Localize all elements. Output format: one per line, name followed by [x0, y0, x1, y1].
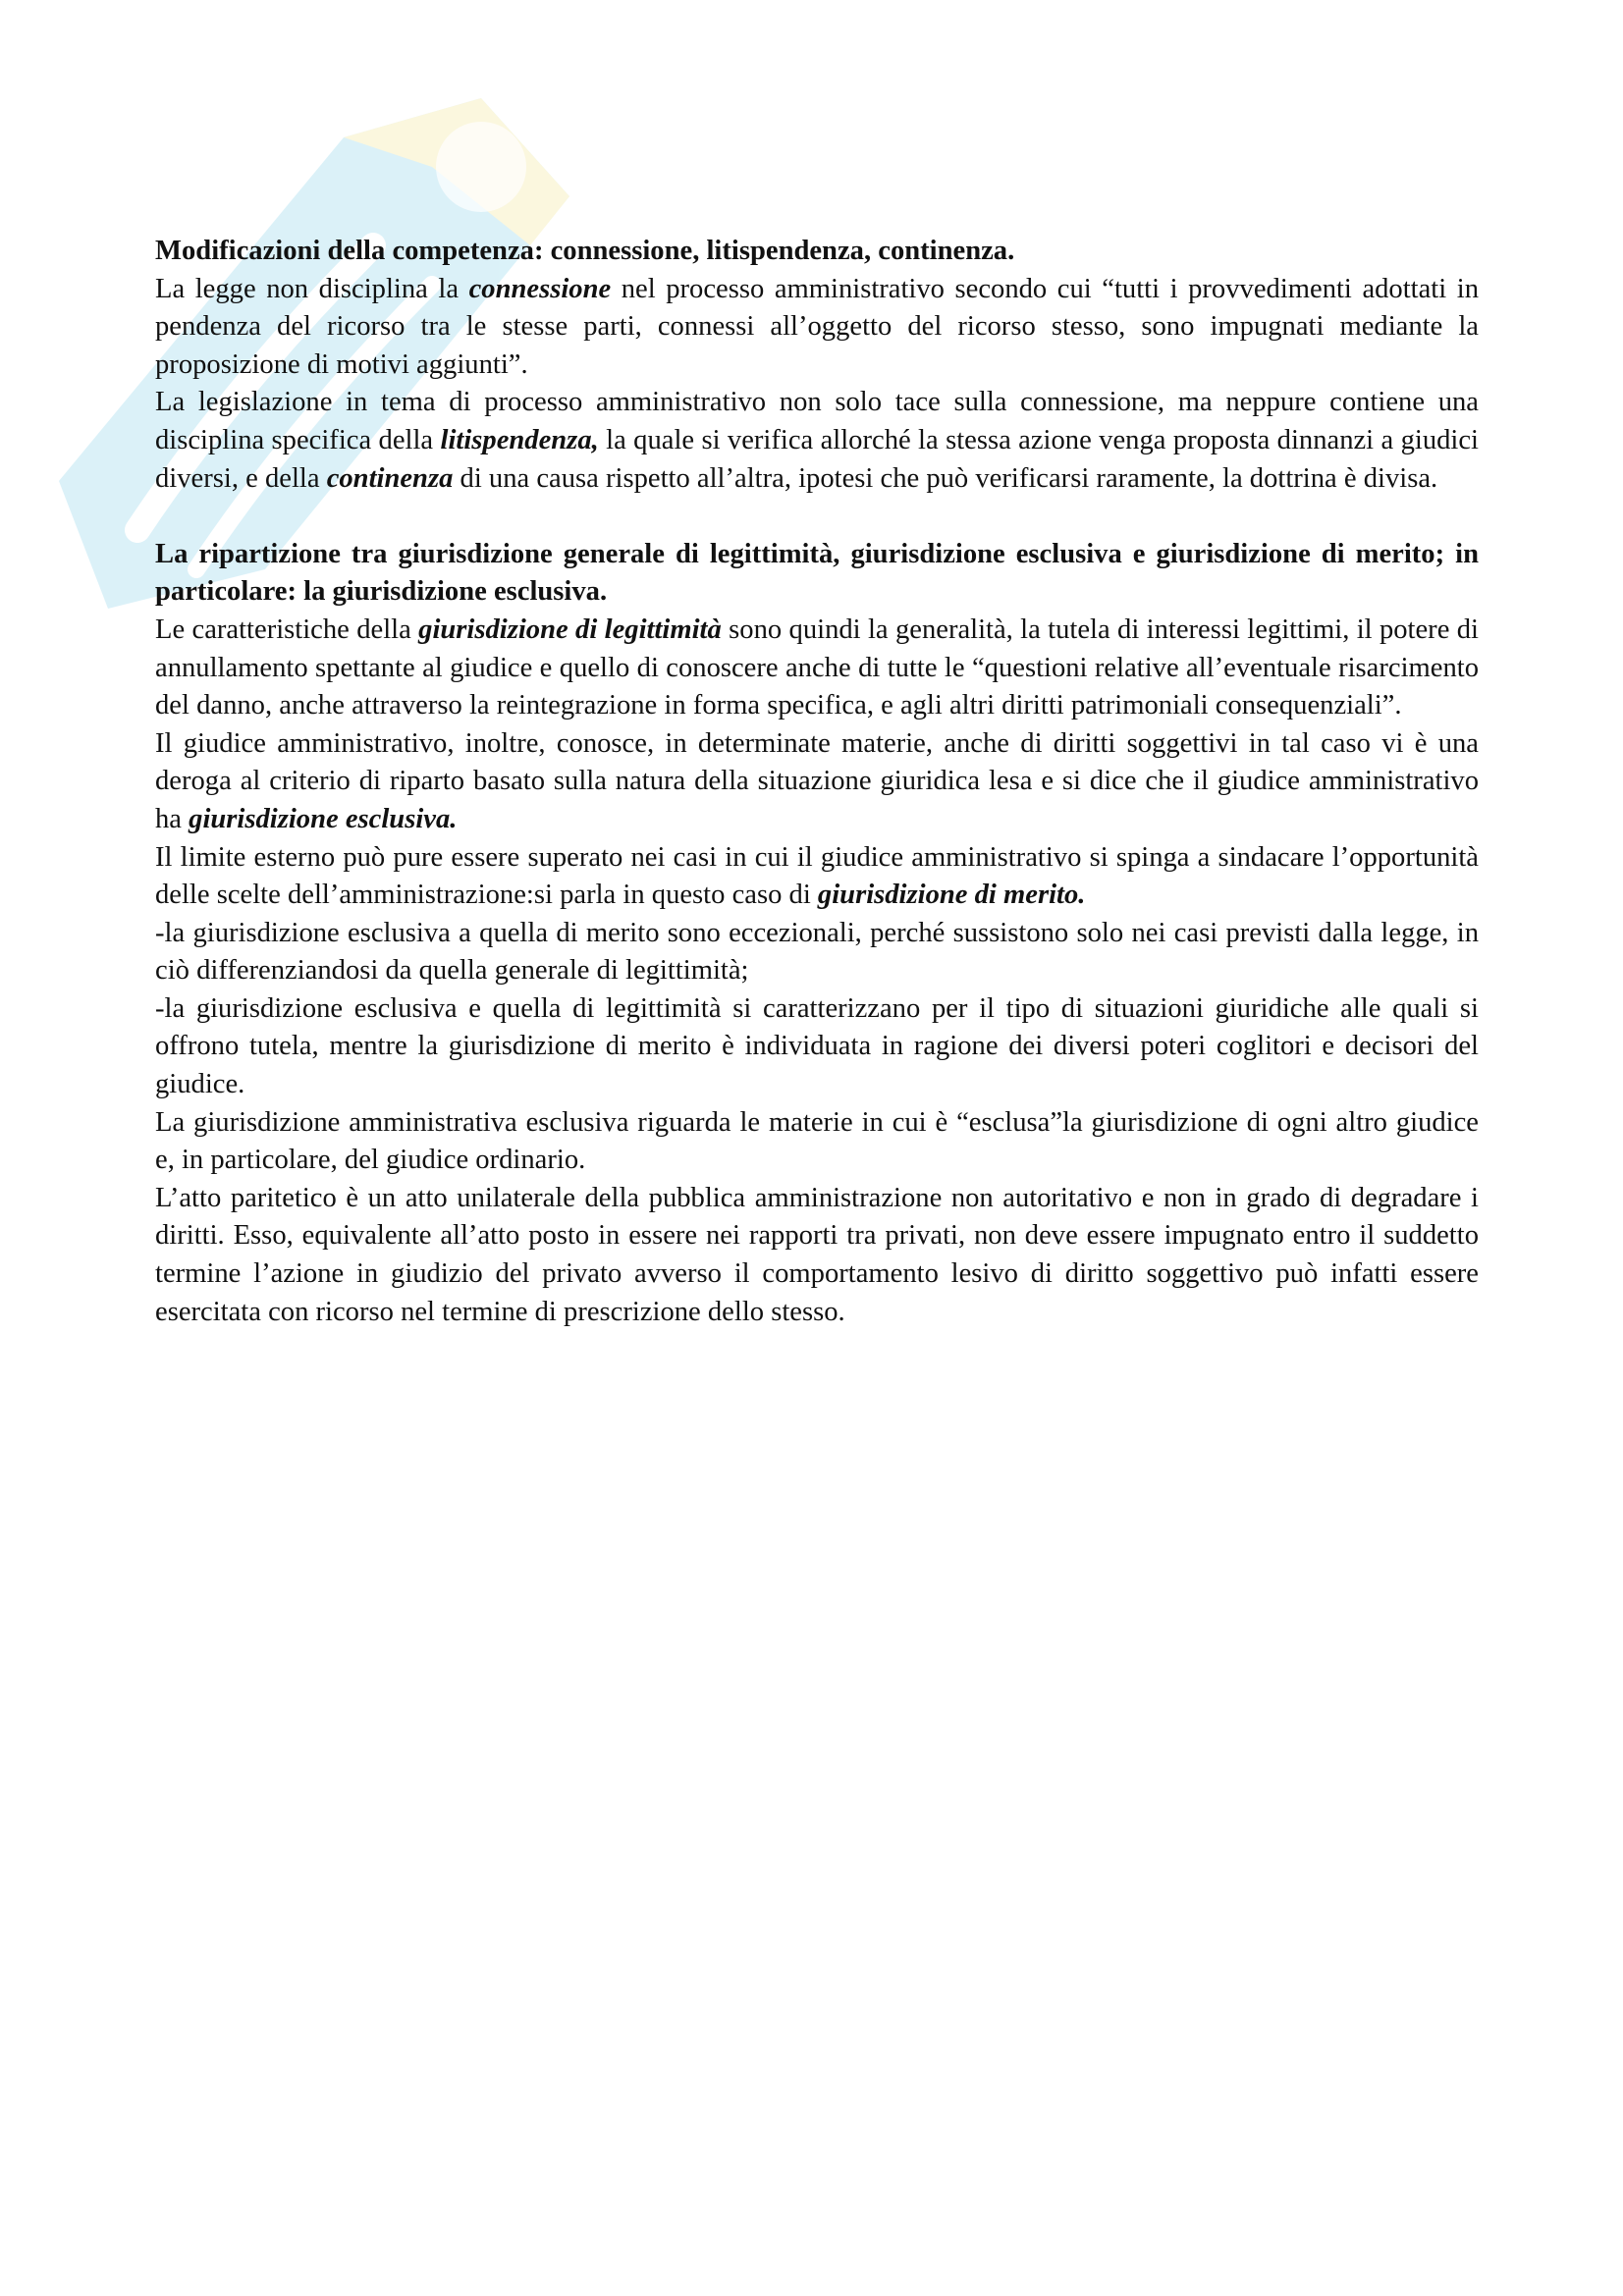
paragraph-connessione	[155, 271, 1479, 385]
text-run: di una causa rispetto all’altra, ipotesi che può verificarsi raramente, la dottrina è divisa.	[453, 462, 1438, 494]
text-run: Il limite esterno può pure essere superato nei casi in cui il giudice amministrativo si spinga a sindacare l’opportunità delle scelte dell’amministrazione:si parla in questo caso di	[155, 841, 1479, 911]
paragraph-situazioni-giuridiche: -la giurisdizione esclusiva e quella di legittimità si caratterizzano per il tipo di situazioni giuridiche alle quali si offrono tutela, mentre la giurisdizione di merito è individuata in ragione dei diversi poteri coglitori e decisori del giudice.	[155, 992, 1479, 1100]
emphasis-giurisdizione-esclusiva: giurisdizione esclusiva.	[189, 803, 458, 834]
paragraph-eccezionali: -la giurisdizione esclusiva a quella di merito sono eccezionali, perché sussistono solo nei casi previsti dalla legge, in ciò differenziandosi da quella generale di legittimità;	[155, 917, 1479, 987]
paragraph-litispendenza	[155, 384, 1479, 498]
section-heading-ripartizione: La ripartizione tra giurisdizione generale di legittimità, giurisdizione esclusiva e giurisdizione di merito; in particolare: la giurisdizione esclusiva.	[155, 538, 1479, 608]
emphasis-connessione: connessione	[468, 273, 612, 304]
emphasis-giurisdizione-merito: giurisdizione di merito.	[817, 880, 1086, 911]
text-run: Le caratteristiche della	[155, 614, 419, 645]
paragraph-legittimita	[155, 612, 1479, 725]
emphasis-litispendenza: litispendenza,	[440, 424, 599, 455]
text-run: La legislazione in tema di processo amministrativo non solo tace sulla connessione, ma neppure contiene una disciplina specifica della	[155, 387, 1479, 455]
text-run: sono quindi la generalità, la tutela di interessi legittimi, il potere di annullamento spettante al giudice e quello di conoscere anche di tutte le “questioni relative all’eventuale risarcimento del danno, anche attraverso la reintegrazione in forma specifica, e agli altri diritti patrimoniali consequenziali”.	[155, 614, 1479, 721]
section-heading-competenza: Modificazioni della competenza: connessione, litispendenza, continenza.	[155, 236, 1015, 266]
text-run: la quale si verifica allorché la stessa azione venga proposta dinnanzi a giudici diversi, e della	[155, 424, 1479, 494]
paragraph-materie: La giurisdizione amministrativa esclusiva riguarda le materie in cui è “esclusa”la giurisdizione di ogni altro giudice e, in particolare, del giudice ordinario.	[155, 1106, 1479, 1176]
text-run: La legge non disciplina la	[155, 273, 469, 304]
text-run: Il giudice amministrativo, inoltre, conosce, in determinate materie, anche di diritti soggettivi in tal caso vi è una deroga al criterio di riparto basato sulla natura della situazione giuridica lesa e si dice che il giudice amministrativo ha	[155, 727, 1479, 834]
emphasis-continenza: continenza	[326, 462, 454, 494]
paragraph-esclusiva	[155, 725, 1479, 839]
emphasis-giurisdizione-legittimita: giurisdizione di legittimità	[418, 614, 722, 645]
document-body	[155, 233, 1479, 1331]
text-run: nel processo amministrativo secondo cui “tutti i provvedimenti adottati in pendenza del ricorso tra le stesse parti, connessi all’oggetto del ricorso stesso, sono impugnati mediante la proposizione di motivi aggiunti”.	[155, 273, 1479, 380]
paragraph-merito	[155, 839, 1479, 915]
paragraph-atto-paritetico: L’atto paritetico è un atto unilaterale della pubblica amministrazione non autoritativo e non in grado di degradare i diritti. Esso, equivalente all’atto posto in essere nei rapporti tra privati, non deve essere impugnato entro il suddetto termine l’azione in giudizio del privato avverso il comportamento lesivo di diritto soggettivo può infatti essere esercitata con ricorso nel termine di prescrizione dello stesso.	[155, 1182, 1479, 1327]
paragraph-spacer	[155, 498, 1479, 536]
